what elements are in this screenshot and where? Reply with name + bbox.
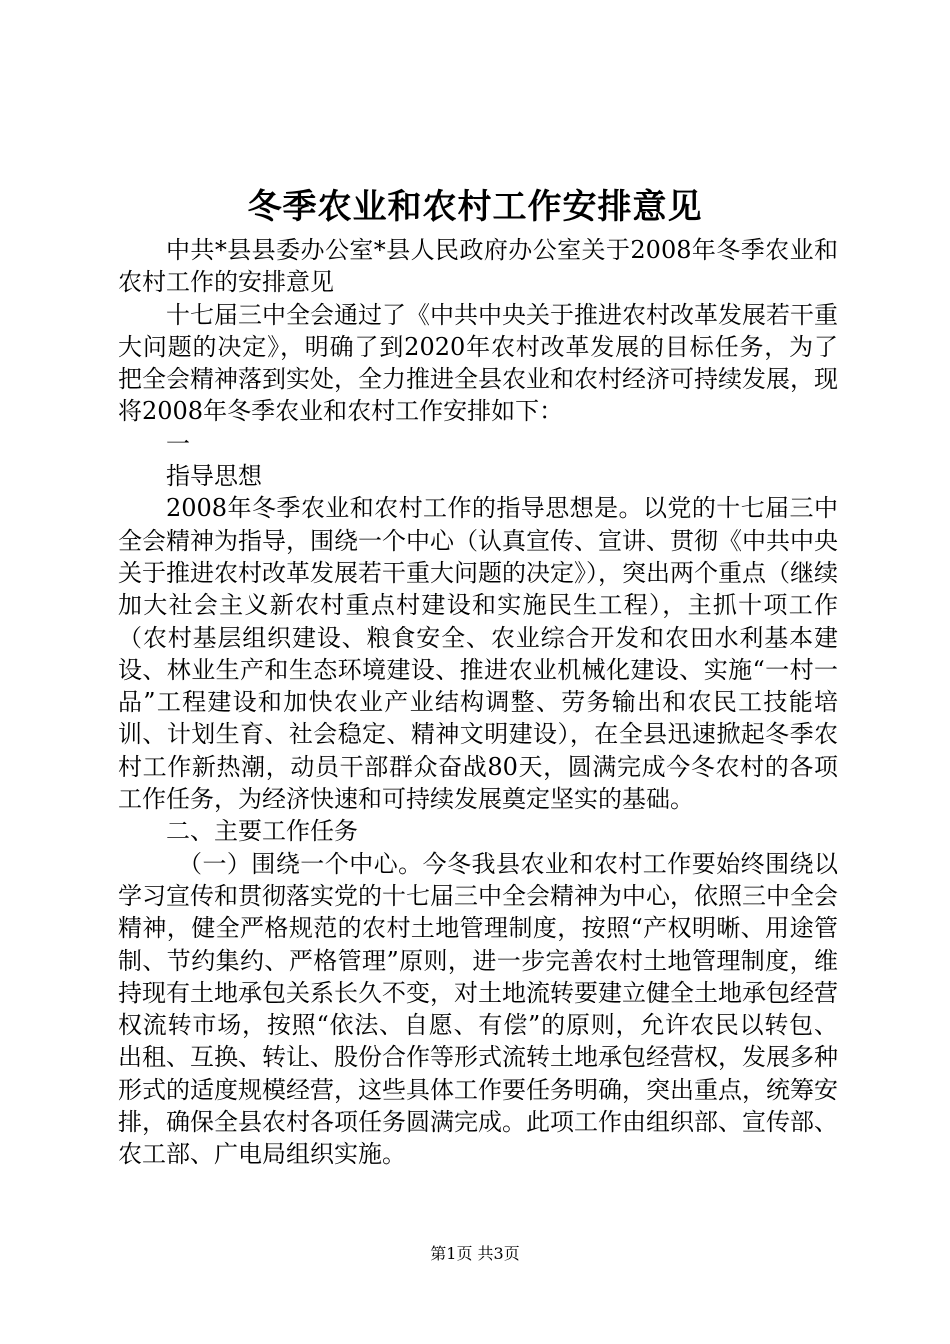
paragraph-task-one: （一）围绕一个中心。今冬我县农业和农村工作要始终围绕以学习宣传和贯彻落实党的十七届三中全会精神为中心，依照三中全会精神，健全严格规范的农村土地管理制度，按照“产权明晰、用途管制、节约集约、严格管理”原则，进一步完善农村土地管理制度，维持现有土地承包关系长久不变，对土地流转要建立健全土地承包经营权流转市场，按照“依法、自愿、有偿”的原则，允许农民以转包、出租、互换、转让、股份合作等形式流转土地承包经营权，发展多种形式的适度规模经营，这些具体工作要任务明确，突出重点，统筹安排，确保全县农村各项任务圆满完成。此项工作由组织部、宣传部、农工部、广电局组织实施。 <box>118 849 838 1169</box>
section-number-one: 一 <box>166 429 190 458</box>
paragraph-guiding-thought: 2008年冬季农业和农村工作的指导思想是。以党的十七届三中全会精神为指导，围绕一个中心（认真宣传、宣讲、贯彻《中共中央关于推进农村改革发展若干重大问题的决定》），突出两个重点（继续加大社会主义新农村重点村建设和实施民生工程），主抓十项工作（农村基层组织建设、粮食安全、农业综合开发和农田水利基本建设、林业生产和生态环境建设、推进农业机械化建设、实施“一村一品”工程建设和加快农业产业结构调整、劳务输出和农民工技能培训、计划生育、社会稳定、精神文明建设），在全县迅速掀起冬季农村工作新热潮，动员干部群众奋战80天，圆满完成今冬农村的各项工作任务，为经济快速和可持续发展奠定坚实的基础。 <box>118 494 838 814</box>
paragraph-intro: 十七届三中全会通过了《中共中央关于推进农村改革发展若干重大问题的决定》，明确了到2020年农村改革发展的目标任务，为了把全会精神落到实处，全力推进全县农业和农村经济可持续发展，现将2008年冬季农业和农村工作安排如下： <box>118 300 838 426</box>
document-body <box>118 234 838 1171</box>
section-heading-guiding-thought: 指导思想 <box>166 462 262 491</box>
section-heading-main-tasks: 二、主要工作任务 <box>166 817 358 846</box>
page-indicator: 第1页 共3页 <box>430 1244 520 1263</box>
document-title: 冬季农业和农村工作安排意见 <box>247 187 703 227</box>
paragraph-heading-notice: 中共*县县委办公室*县人民政府办公室关于2008年冬季农业和农村工作的安排意见 <box>118 236 838 297</box>
